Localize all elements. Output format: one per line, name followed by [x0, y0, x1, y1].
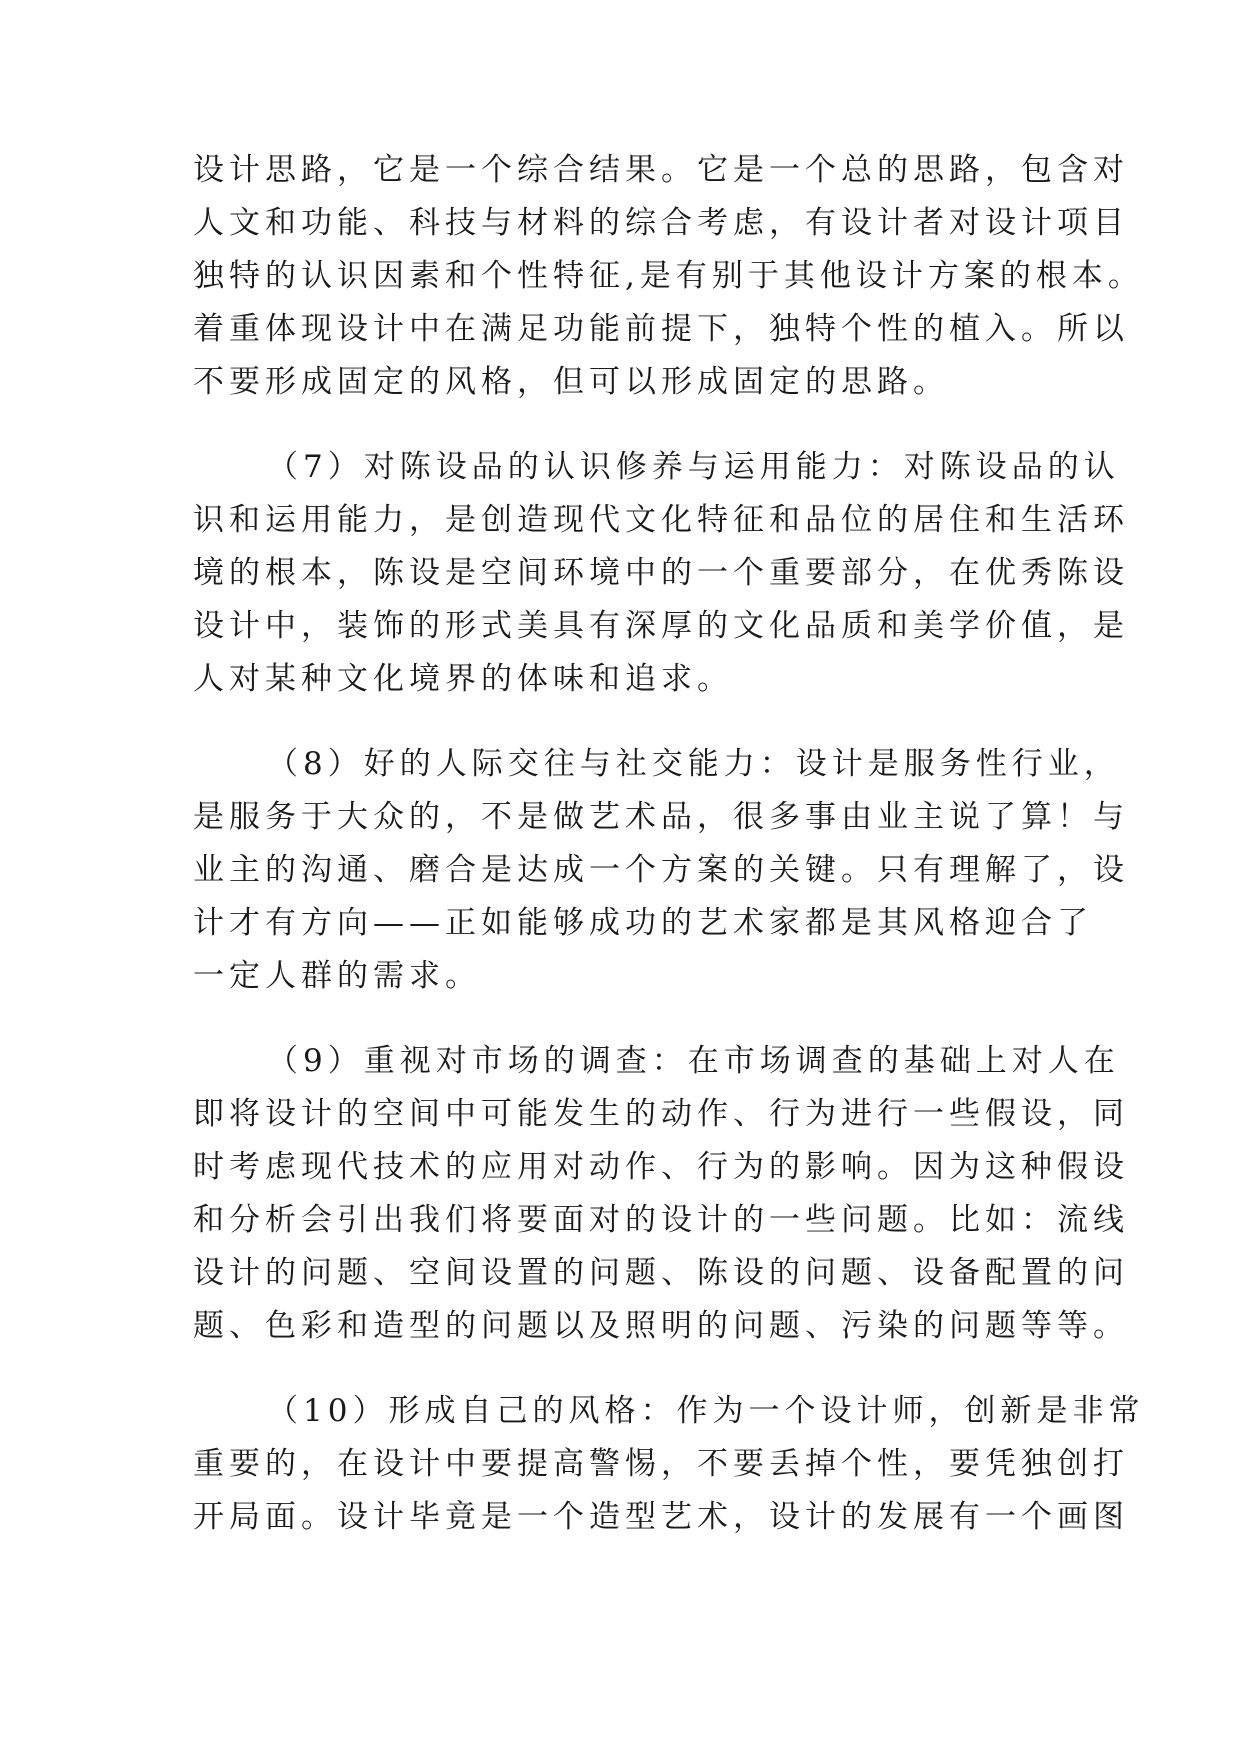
text-line: 一定人群的需求。 — [193, 958, 481, 994]
text-line: 境的根本，陈设是空间环境中的一个重要部分，在优秀陈设 — [193, 555, 1129, 591]
paragraph-heading-9: （9）重视对市场的调查：在市场调查的基础上对人在 — [267, 1043, 1120, 1079]
text-line: 识和运用能力，是创造现代文化特征和品位的居住和生活环 — [193, 502, 1129, 538]
text-line: 即将设计的空间中可能发生的动作、行为进行一些假设，同 — [193, 1096, 1129, 1132]
text-line: 业主的沟通、磨合是达成一个方案的关键。只有理解了，设 — [193, 852, 1129, 888]
text-line: 人文和功能、科技与材料的综合考虑，有设计者对设计项目 — [193, 205, 1129, 241]
text-line: 时考虑现代技术的应用对动作、行为的影响。因为这种假设 — [193, 1149, 1129, 1185]
paragraph-heading-7: （7）对陈设品的认识修养与运用能力：对陈设品的认 — [267, 449, 1120, 485]
text-line: 重要的，在设计中要提高警惕，不要丢掉个性，要凭独创打 — [193, 1446, 1129, 1482]
text-line: 和分析会引出我们将要面对的设计的一些问题。比如：流线 — [193, 1202, 1129, 1238]
text-line: 设计思路，它是一个综合结果。它是一个总的思路，包含对 — [193, 152, 1129, 188]
text-line: 计才有方向——正如能够成功的艺术家都是其风格迎合了 — [193, 905, 1093, 941]
text-line: 设计中，装饰的形式美具有深厚的文化品质和美学价值，是 — [193, 608, 1129, 644]
paragraph-heading-10: （10）形成自己的风格：作为一个设计师，创新是非常 — [267, 1393, 1145, 1429]
text-line: 独特的认识因素和个性特征,是有别于其他设计方案的根本。 — [193, 258, 1144, 294]
text-line: 开局面。设计毕竟是一个造型艺术，设计的发展有一个画图 — [193, 1499, 1129, 1535]
text-line: 题、色彩和造型的问题以及照明的问题、污染的问题等等。 — [193, 1308, 1129, 1344]
text-line: 设计的问题、空间设置的问题、陈设的问题、设备配置的问 — [193, 1255, 1129, 1291]
text-line: 着重体现设计中在满足功能前提下，独特个性的植入。所以 — [193, 311, 1129, 347]
text-line: 不要形成固定的风格，但可以形成固定的思路。 — [193, 364, 949, 400]
paragraph-heading-8: （8）好的人际交往与社交能力：设计是服务性行业， — [267, 746, 1120, 782]
text-line: 人对某种文化境界的体味和追求。 — [193, 661, 733, 697]
text-line: 是服务于大众的，不是做艺术品，很多事由业主说了算！与 — [193, 799, 1129, 835]
